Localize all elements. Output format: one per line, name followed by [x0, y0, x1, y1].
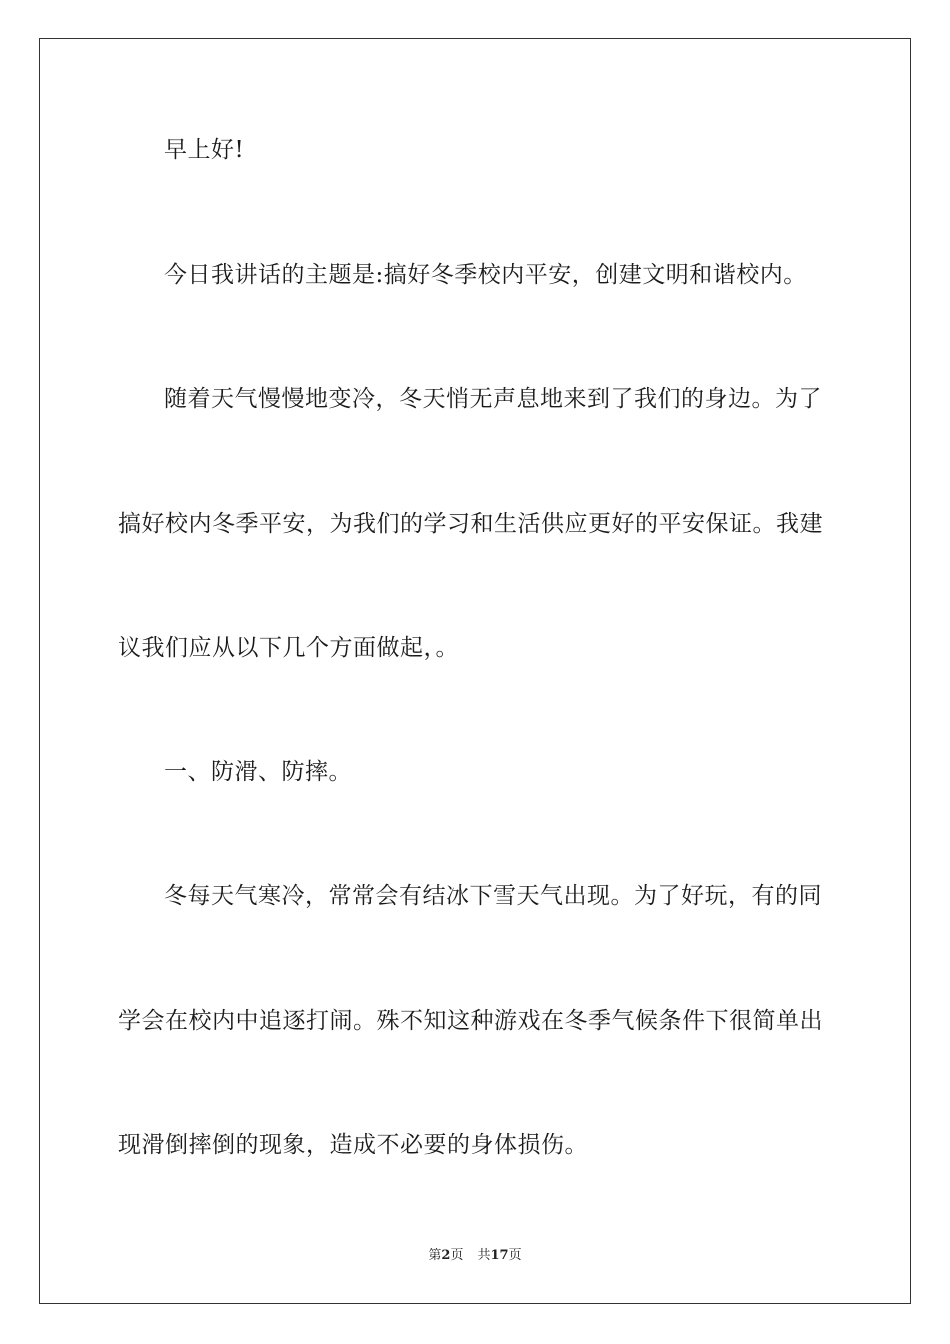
body-line: 随着天气慢慢地变冷，冬天悄无声息地来到了我们的身边。为了 [164, 386, 822, 412]
body-line: 现滑倒摔倒的现象，造成不必要的身体损伤。 [118, 1132, 588, 1158]
total-suffix: 页 [508, 1248, 522, 1263]
body-line: 搞好校内冬季平安，为我们的学习和生活供应更好的平安保证。我建 [118, 511, 823, 537]
page-prefix: 第 [428, 1248, 442, 1263]
total-prefix: 共 [477, 1248, 491, 1263]
body-line: 议我们应从以下几个方面做起，。 [118, 635, 459, 661]
section-heading: 一、防滑、防摔。 [164, 759, 352, 785]
page-number: 2 [441, 1248, 451, 1263]
page-frame [39, 38, 911, 1304]
page-footer [0, 1248, 950, 1264]
body-line: 冬每天气寒冷，常常会有结冰下雪天气出现。为了好玩，有的同 [164, 883, 822, 909]
greeting-line: 早上好! [164, 137, 245, 163]
total-pages: 17 [490, 1248, 509, 1263]
topic-line: 今日我讲话的主题是:搞好冬季校内平安，创建文明和谐校内。 [164, 262, 807, 288]
page-suffix: 页 [450, 1248, 464, 1263]
body-line: 学会在校内中追逐打闹。殊不知这种游戏在冬季气候条件下很简单出 [118, 1008, 823, 1034]
